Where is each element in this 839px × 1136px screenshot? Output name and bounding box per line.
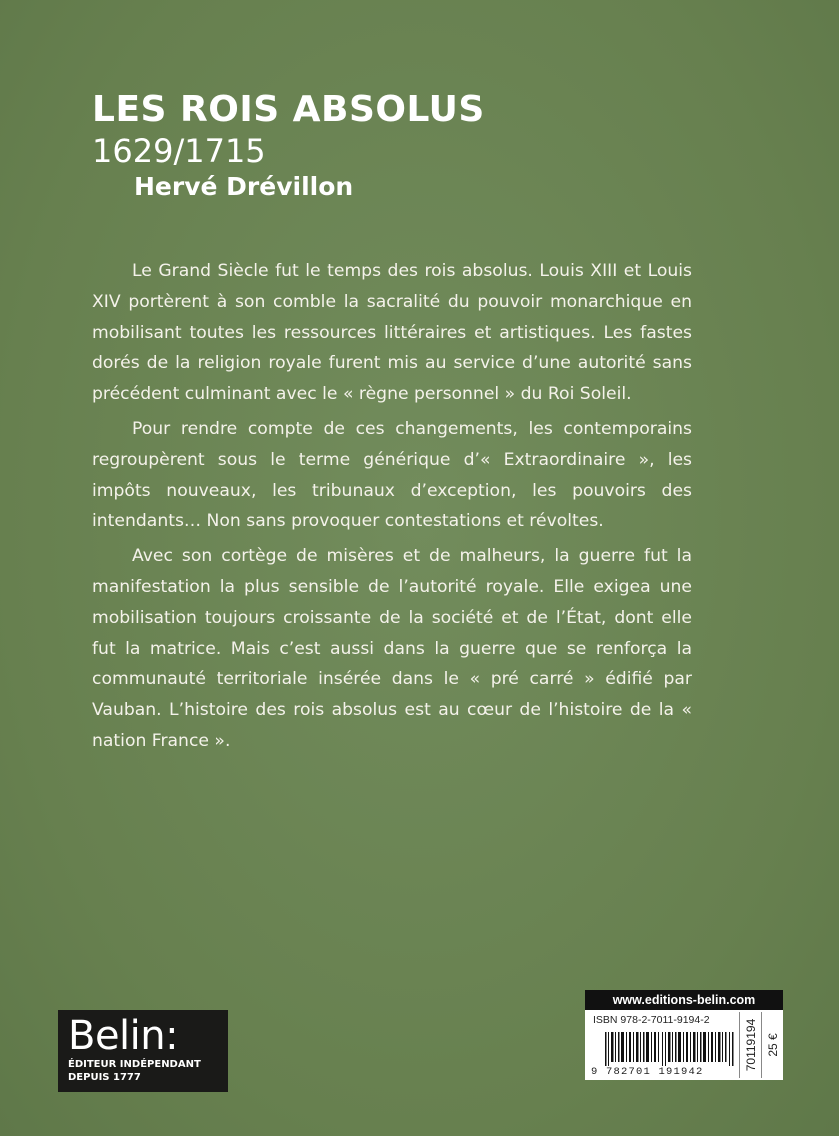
- barcode-panel: [585, 990, 783, 1080]
- publisher-website: www.editions-belin.com: [585, 990, 783, 1010]
- blurb-paragraph-3: Avec son cortège de misères et de malheurs, la guerre fut la manifestation la plus sensible de l’autorité royale. Elle exigea une mobilisation toujours croissante de la société et de l’État, dont elle fut la matrice. Mais c’est aussi dans la guerre que se renforça la communauté territoriale insérée dans le « pré carré » édifié par Vauban. L’histoire des rois absolus est au cœur de l’histoire de la « nation France ».: [92, 546, 692, 751]
- barcode-icon: [605, 1032, 735, 1066]
- book-title: LES ROIS ABSOLUS: [92, 89, 485, 130]
- price: [761, 1012, 784, 1078]
- back-cover-blurb: [92, 256, 692, 761]
- price-text: 25 €: [766, 1033, 780, 1057]
- blurb-paragraph-1: Le Grand Siècle fut le temps des rois absolus. Louis XIII et Louis XIV portèrent à son comble la sacralité du pouvoir monarchique en mobilisant toutes les ressources littéraires et artistiques. Les fastes dorés de la religion royale furent mis au service d’une autorité sans précédent culminant avec le « règne personnel » du Roi Soleil.: [92, 261, 692, 405]
- title-block: [92, 88, 485, 204]
- book-author: Hervé Drévillon: [134, 172, 354, 201]
- product-code: [739, 1012, 762, 1078]
- publisher-name: Belin:: [68, 1013, 179, 1059]
- product-code-text: 70119194: [744, 1018, 758, 1072]
- isbn-label: ISBN 978-2-7011-9194-2: [593, 1014, 710, 1026]
- book-years: 1629/1715: [92, 132, 266, 170]
- publisher-logo: [58, 1010, 228, 1092]
- blurb-paragraph-2: Pour rendre compte de ces changements, les contemporains regroupèrent sous le terme générique d’« Extraordinaire », les impôts nouveaux, les tribunaux d’exception, les pouvoirs des intendants… Non sans provoquer contestations et révoltes.: [92, 418, 692, 532]
- publisher-tagline: ÉDITEUR INDÉPENDANT DEPUIS 1777: [68, 1059, 201, 1083]
- ean-digits: 9 782701 191942: [591, 1066, 704, 1078]
